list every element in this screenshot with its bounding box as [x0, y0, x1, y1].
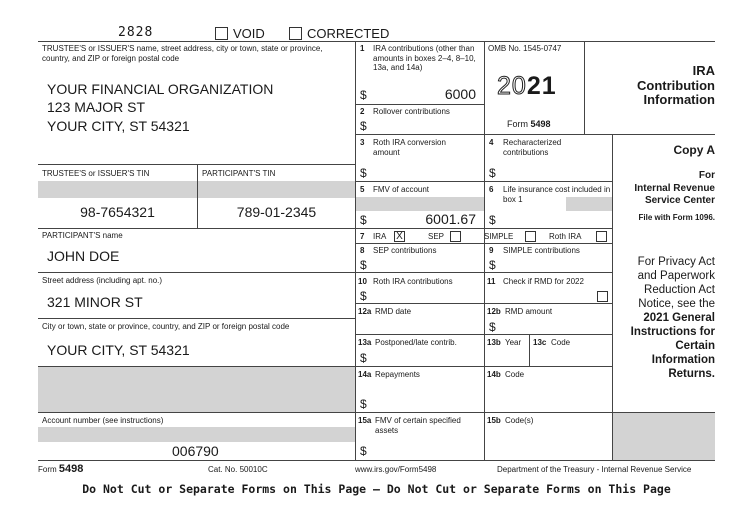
trustee-street: 123 MAJOR ST — [47, 99, 146, 115]
row12-bottom-line — [355, 334, 612, 335]
box7-sep-checkbox[interactable] — [450, 231, 461, 242]
participant-city: YOUR CITY, ST 54321 — [47, 342, 190, 358]
city-bottom-line — [38, 366, 355, 367]
box15b-label: Code(s) — [505, 416, 534, 425]
participant-tin-shade — [198, 181, 355, 198]
participant-street: 321 MINOR ST — [47, 294, 143, 310]
privacy-line8: Information — [651, 354, 715, 366]
trustee-name: YOUR FINANCIAL ORGANIZATION — [47, 81, 274, 97]
privacy-line3: Reduction Act — [644, 284, 715, 296]
account-shade — [38, 427, 355, 442]
box13a-dollar: $ — [360, 351, 367, 365]
row14-bottom-line — [355, 412, 715, 413]
privacy-line5: 2021 General — [643, 312, 715, 324]
corrected-label: CORRECTED — [307, 26, 390, 41]
box4-dollar: $ — [489, 166, 496, 180]
name-bottom-line — [38, 272, 355, 273]
box3-number: 3 — [360, 138, 365, 147]
omb-form-prefix: Form — [507, 119, 528, 129]
footer-form-ref — [38, 463, 83, 475]
box13b-number: 13b — [487, 338, 501, 347]
omb-form-ref — [507, 119, 551, 129]
box7-roth-label: Roth IRA — [549, 232, 582, 241]
box7-simple-label: SIMPLE — [484, 232, 514, 241]
street-bottom-line — [38, 318, 355, 319]
box12b-number: 12b — [487, 307, 501, 316]
box8-number: 8 — [360, 246, 365, 255]
box15a-number: 15a — [358, 416, 372, 425]
side-file-with: File with Form 1096. — [638, 213, 715, 222]
box12b-label: RMD amount — [505, 307, 553, 316]
box10-label: Roth IRA contributions — [373, 277, 453, 286]
box4-label: Recharacterized contributions — [503, 138, 562, 157]
box13a-number: 13a — [358, 338, 372, 347]
box5-value: 6001.67 — [425, 211, 476, 227]
box2-number: 2 — [360, 107, 365, 116]
box6-number: 6 — [489, 185, 494, 194]
box11-number: 11 — [487, 277, 496, 286]
footer-cat-no: Cat. No. 50010C — [208, 465, 268, 474]
box7-number: 7 — [360, 232, 365, 241]
box7-simple-checkbox[interactable] — [525, 231, 536, 242]
box13c-label: Code — [551, 338, 571, 347]
box6-dollar: $ — [489, 213, 496, 227]
form-top-line — [38, 41, 715, 42]
box15a-dollar: $ — [360, 444, 367, 458]
box14a-number: 14a — [358, 370, 372, 379]
box9-dollar: $ — [489, 258, 496, 272]
row10-bottom-line — [355, 303, 612, 304]
box7-ira-checkbox[interactable]: X — [394, 231, 405, 242]
box14b-number: 14b — [487, 370, 501, 379]
box10-dollar: $ — [360, 289, 367, 303]
box2-dollar: $ — [360, 119, 367, 133]
participant-tin-label: PARTICIPANT'S TIN — [202, 169, 276, 178]
participant-name: JOHN DOE — [47, 248, 120, 264]
box12b-dollar: $ — [489, 320, 496, 334]
account-label: Account number (see instructions) — [42, 416, 164, 425]
box12a-label: RMD date — [375, 307, 412, 316]
box15b-number: 15b — [487, 416, 501, 425]
side-title-line2: Contribution — [637, 77, 715, 93]
side-title-line3: Information — [643, 92, 715, 107]
box14a-label: Repayments — [375, 370, 420, 379]
trustee-city: YOUR CITY, ST 54321 — [47, 118, 190, 134]
box13a-label: Postponed/late contrib. — [375, 338, 457, 347]
box1-number: 1 — [360, 44, 365, 53]
box7-roth-checkbox[interactable] — [596, 231, 607, 242]
copy-a-label: Copy A — [673, 143, 715, 157]
participant-street-label: Street address (including apt. no.) — [42, 276, 163, 285]
corrected-checkbox[interactable] — [289, 27, 302, 40]
do-not-cut-notice: Do Not Cut or Separate Forms on This Page — Do Not Cut or Separate Forms on This Page — [82, 482, 671, 496]
privacy-line2: and Paperwork — [637, 270, 715, 282]
account-value: 006790 — [172, 443, 219, 459]
side-irs-block — [615, 170, 715, 208]
box9-number: 9 — [489, 246, 494, 255]
box7-ira-label: IRA — [373, 232, 387, 241]
corner-shade — [613, 412, 715, 460]
box14b-label: Code — [505, 370, 525, 379]
box5-dollar: $ — [360, 213, 367, 227]
side-for: For — [698, 170, 715, 181]
side-privacy-block — [615, 255, 715, 381]
box1-bottom-line — [355, 104, 484, 105]
footer-department: Department of the Treasury - Internal Revenue Service — [497, 465, 692, 474]
row5-bottom-line — [355, 228, 612, 229]
tin-bottom-line — [38, 228, 355, 229]
side-irs-line2: Service Center — [644, 195, 715, 206]
participant-name-label: PARTICIPANT'S name — [42, 231, 123, 240]
footer-form-number: 5498 — [58, 463, 84, 475]
omb-left-line — [484, 41, 485, 134]
privacy-line1: For Privacy Act — [637, 256, 715, 268]
box8-label: SEP contributions — [373, 246, 437, 255]
row13-bottom-line — [355, 366, 612, 367]
footer-form-prefix: Form — [38, 465, 57, 474]
box11-rmd-checkbox[interactable] — [597, 291, 608, 302]
box13c-divider — [529, 334, 530, 366]
box7-sep-label: SEP — [428, 232, 445, 241]
box8-dollar: $ — [360, 258, 367, 272]
trustee-tin-value: 98-7654321 — [80, 204, 155, 220]
privacy-line6: Instructions for — [630, 326, 715, 338]
box1-dollar: $ — [360, 88, 367, 102]
blank-shaded-area — [38, 366, 355, 413]
box5-shade — [356, 197, 484, 211]
form-code: 2828 — [118, 25, 154, 40]
omb-number: OMB No. 1545-0747 — [488, 44, 562, 53]
box1-value: 6000 — [444, 86, 476, 102]
box13c-number: 13c — [533, 338, 547, 347]
box11-label: Check if RMD for 2022 — [503, 277, 584, 286]
box13b-label: Year — [505, 338, 522, 347]
void-checkbox[interactable] — [215, 27, 228, 40]
side-irs-line1: Internal Revenue — [634, 182, 715, 194]
form-bottom-line — [38, 460, 715, 461]
privacy-line9: Returns. — [668, 368, 715, 380]
row2-bottom-line — [355, 134, 715, 135]
privacy-line4: Notice, see the — [638, 298, 715, 310]
side-title-line1: IRA — [692, 63, 715, 78]
box3-label: Roth IRA conversion amount — [373, 138, 446, 157]
box2-label: Rollover contributions — [373, 107, 450, 116]
void-label: VOID — [233, 26, 265, 41]
box3-dollar: $ — [360, 166, 367, 180]
side-title — [600, 64, 715, 108]
trustee-label: TRUSTEE'S or ISSUER'S name, street address, city or town, state or province, country, and ZIP or foreign postal code — [42, 44, 323, 63]
row3-bottom-line — [355, 181, 612, 182]
box15a-label: FMV of certain specified assets — [375, 416, 461, 435]
tax-year-bold: 21 — [526, 72, 557, 100]
blank-bottom-line — [38, 412, 355, 413]
box4-number: 4 — [489, 138, 494, 147]
omb-right-line — [584, 41, 585, 134]
box12a-number: 12a — [358, 307, 372, 316]
box1-label: IRA contributions (other than amounts in boxes 2–4, 8–10, 13a, and 14a) — [373, 44, 476, 72]
row7-bottom-line — [355, 243, 612, 244]
tax-year — [497, 72, 557, 101]
footer-url: www.irs.gov/Form5498 — [355, 465, 437, 474]
box5-label: FMV of account — [373, 185, 430, 194]
box6-label: Life insurance cost included in box 1 — [503, 185, 611, 204]
box5-number: 5 — [360, 185, 365, 194]
omb-form-number: 5498 — [530, 119, 551, 129]
box9-label: SIMPLE contributions — [503, 246, 580, 255]
privacy-line7: Certain — [675, 340, 715, 352]
trustee-tin-label: TRUSTEE'S or ISSUER'S TIN — [42, 169, 150, 178]
box10-number: 10 — [358, 277, 367, 286]
tax-year-outline: 20 — [497, 72, 527, 100]
participant-tin-value: 789-01-2345 — [236, 204, 317, 220]
box14a-dollar: $ — [360, 397, 367, 411]
trustee-tin-shade — [38, 181, 198, 198]
participant-city-label: City or town, state or province, country, and ZIP or foreign postal code — [42, 322, 290, 331]
row8-bottom-line — [355, 272, 612, 273]
